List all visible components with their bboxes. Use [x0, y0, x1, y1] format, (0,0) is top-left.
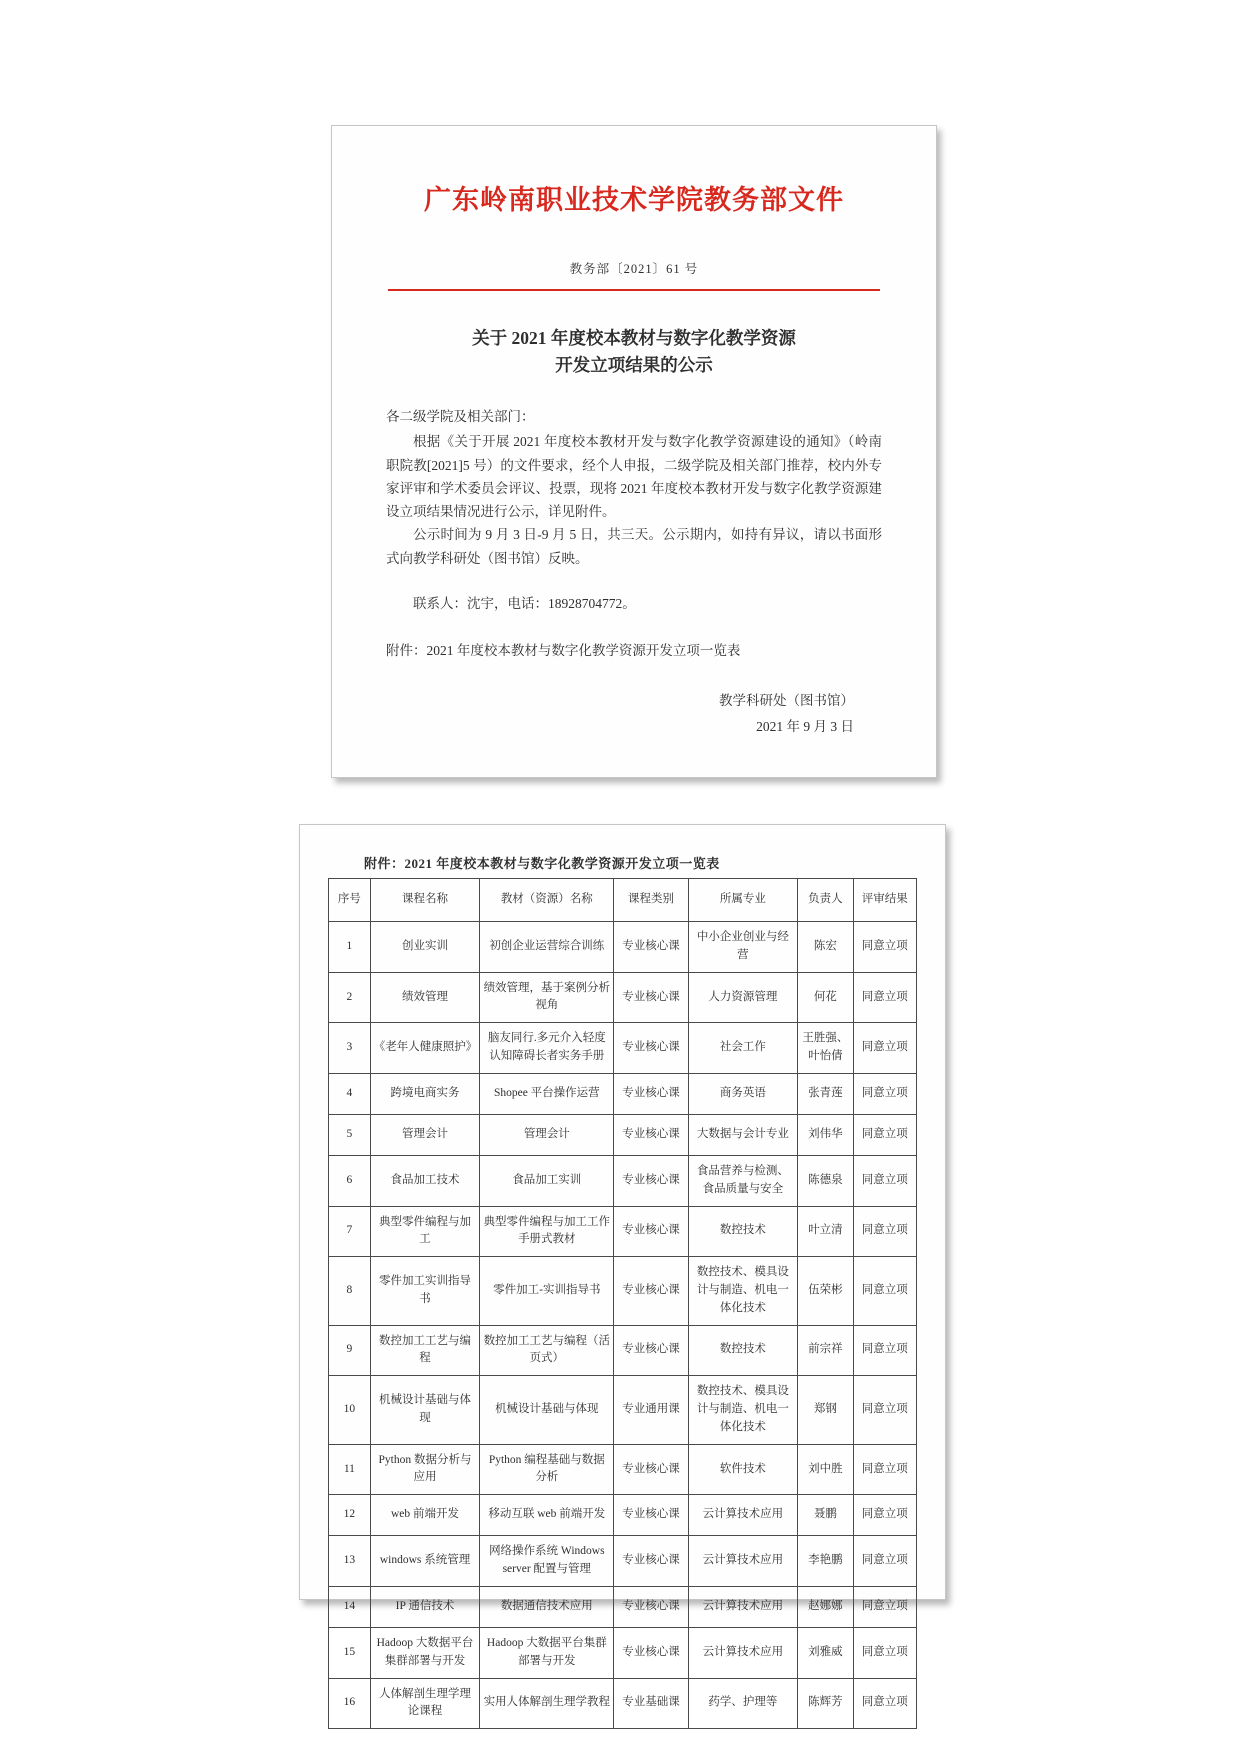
cell-result: 同意立项: [853, 1206, 916, 1257]
cell-seq-no: 12: [329, 1495, 371, 1536]
paragraph-period: 公示时间为 9 月 3 日-9 月 5 日，共三天。公示期内，如持有异议，请以书面形式向教学科研处（图书馆）反映。: [386, 527, 882, 566]
cell-seq-no: 6: [329, 1155, 371, 1206]
header-seq-no: 序号: [329, 879, 371, 922]
cell-leader: 何花: [798, 972, 853, 1023]
cell-major: 云计算技术应用: [688, 1495, 798, 1536]
cell-material: 管理会计: [480, 1114, 614, 1155]
cell-major: 云计算技术应用: [688, 1536, 798, 1587]
cell-course-name: 机械设计基础与体现: [370, 1376, 480, 1444]
cell-course-name: 绩效管理: [370, 972, 480, 1023]
cell-course-type: 专业核心课: [614, 1325, 688, 1376]
cell-result: 同意立项: [853, 1325, 916, 1376]
cell-major: 数控技术、模具设计与制造、机电一体化技术: [688, 1376, 798, 1444]
cell-material: 食品加工实训: [480, 1155, 614, 1206]
cell-major: 药学、护理等: [688, 1678, 798, 1729]
table-row: [329, 1376, 917, 1444]
table-row: [329, 1536, 917, 1587]
cell-course-type: 专业核心课: [614, 1155, 688, 1206]
header-major: 所属专业: [688, 879, 798, 922]
cell-course-type: 专业核心课: [614, 1023, 688, 1074]
cell-major: 数控技术: [688, 1325, 798, 1376]
cell-course-name: IP 通信技术: [370, 1586, 480, 1627]
cell-leader: 李艳鹏: [798, 1536, 853, 1587]
cell-seq-no: 13: [329, 1536, 371, 1587]
cell-major: 人力资源管理: [688, 972, 798, 1023]
cell-course-type: 专业核心课: [614, 972, 688, 1023]
cell-seq-no: 16: [329, 1678, 371, 1729]
table-row: [329, 1023, 917, 1074]
header-material: 教材（资源）名称: [480, 879, 614, 922]
header-course-name: 课程名称: [370, 879, 480, 922]
cell-leader: 张青莲: [798, 1073, 853, 1114]
cell-major: 社会工作: [688, 1023, 798, 1074]
cell-leader: 陈宏: [798, 922, 853, 973]
cell-result: 同意立项: [853, 1627, 916, 1678]
cell-course-type: 专业核心课: [614, 1586, 688, 1627]
header-course-type: 课程类别: [614, 879, 688, 922]
cell-major: 数控技术、模具设计与制造、机电一体化技术: [688, 1257, 798, 1325]
cell-course-type: 专业核心课: [614, 1073, 688, 1114]
cell-course-name: 典型零件编程与加工: [370, 1206, 480, 1257]
table-header-row: [329, 879, 917, 922]
doc-title-line2: 开发立项结果的公示: [555, 355, 713, 376]
cell-seq-no: 3: [329, 1023, 371, 1074]
cell-course-type: 专业核心课: [614, 1114, 688, 1155]
cell-result: 同意立项: [853, 1023, 916, 1074]
cell-leader: 陈德泉: [798, 1155, 853, 1206]
cell-seq-no: 2: [329, 972, 371, 1023]
table-row: [329, 1325, 917, 1376]
table-row: [329, 1627, 917, 1678]
table-row: [329, 1678, 917, 1729]
cell-course-type: 专业基础课: [614, 1678, 688, 1729]
cell-result: 同意立项: [853, 1678, 916, 1729]
cell-course-type: 专业核心课: [614, 1444, 688, 1495]
cell-material: Python 编程基础与数据分析: [480, 1444, 614, 1495]
cell-result: 同意立项: [853, 1495, 916, 1536]
cell-seq-no: 4: [329, 1073, 371, 1114]
cell-course-name: 零件加工实训指导书: [370, 1257, 480, 1325]
attachment-table: [328, 878, 917, 1729]
cell-result: 同意立项: [853, 1257, 916, 1325]
table-row: [329, 1495, 917, 1536]
cell-material: Shopee 平台操作运营: [480, 1073, 614, 1114]
cell-result: 同意立项: [853, 1376, 916, 1444]
cell-course-name: 《老年人健康照护》: [370, 1023, 480, 1074]
cell-major: 云计算技术应用: [688, 1627, 798, 1678]
cell-material: 数据通信技术应用: [480, 1586, 614, 1627]
cell-leader: 王胜强、叶怡倩: [798, 1023, 853, 1074]
cell-course-name: web 前端开发: [370, 1495, 480, 1536]
cell-material: Hadoop 大数据平台集群部署与开发: [480, 1627, 614, 1678]
attachment-page: [299, 824, 946, 1718]
cell-seq-no: 11: [329, 1444, 371, 1495]
cell-course-name: 跨境电商实务: [370, 1073, 480, 1114]
cell-major: 食品营养与检测、食品质量与安全: [688, 1155, 798, 1206]
cell-result: 同意立项: [853, 922, 916, 973]
salutation: 各二级学院及相关部门：: [386, 409, 535, 425]
cell-leader: 陈辉芳: [798, 1678, 853, 1729]
cell-leader: 聂鹏: [798, 1495, 853, 1536]
cell-course-name: 食品加工技术: [370, 1155, 480, 1206]
cell-material: 典型零件编程与加工工作手册式教材: [480, 1206, 614, 1257]
cell-major: 商务英语: [688, 1073, 798, 1114]
cell-major: 云计算技术应用: [688, 1586, 798, 1627]
contact-line: 联系人：沈宇，电话：18928704772。: [413, 595, 636, 611]
cell-course-name: 数控加工工艺与编程: [370, 1325, 480, 1376]
cell-seq-no: 5: [329, 1114, 371, 1155]
cell-material: 机械设计基础与体现: [480, 1376, 614, 1444]
doc-title: [386, 325, 882, 379]
cell-major: 中小企业创业与经营: [688, 922, 798, 973]
cell-material: 初创企业运营综合训练: [480, 922, 614, 973]
table-row: [329, 1155, 917, 1206]
cell-result: 同意立项: [853, 1444, 916, 1495]
cell-course-name: windows 系统管理: [370, 1536, 480, 1587]
cell-leader: 刘中胜: [798, 1444, 853, 1495]
header-result: 评审结果: [853, 879, 916, 922]
cell-leader: 叶立清: [798, 1206, 853, 1257]
org-header: 广东岭南职业技术学院教务部文件: [424, 185, 844, 215]
cell-leader: 伍荣彬: [798, 1257, 853, 1325]
table-row: [329, 1114, 917, 1155]
cell-major: 软件技术: [688, 1444, 798, 1495]
cell-result: 同意立项: [853, 972, 916, 1023]
doc-number: 教务部〔2021〕61 号: [569, 262, 699, 276]
cell-major: 数控技术: [688, 1206, 798, 1257]
cell-course-name: 管理会计: [370, 1114, 480, 1155]
cell-course-type: 专业核心课: [614, 1536, 688, 1587]
table-row: [329, 1257, 917, 1325]
cell-major: 大数据与会计专业: [688, 1114, 798, 1155]
cell-seq-no: 7: [329, 1206, 371, 1257]
cell-leader: 前宗祥: [798, 1325, 853, 1376]
cell-seq-no: 14: [329, 1586, 371, 1627]
cell-course-name: Hadoop 大数据平台集群部署与开发: [370, 1627, 480, 1678]
cell-result: 同意立项: [853, 1155, 916, 1206]
cell-seq-no: 15: [329, 1627, 371, 1678]
cell-course-name: 创业实训: [370, 922, 480, 973]
cell-material: 网络操作系统 Windows server 配置与管理: [480, 1536, 614, 1587]
cell-material: 绩效管理，基于案例分析视角: [480, 972, 614, 1023]
cell-material: 实用人体解剖生理学教程: [480, 1678, 614, 1729]
cell-material: 脑友同行.多元介入轻度认知障碍长者实务手册: [480, 1023, 614, 1074]
cell-material: 数控加工工艺与编程（活页式）: [480, 1325, 614, 1376]
cell-course-type: 专业核心课: [614, 1206, 688, 1257]
table-row: [329, 1586, 917, 1627]
table-row: [329, 972, 917, 1023]
cell-result: 同意立项: [853, 1586, 916, 1627]
cell-course-type: 专业核心课: [614, 1627, 688, 1678]
signature-date: 2021 年 9 月 3 日: [756, 718, 854, 734]
cell-result: 同意立项: [853, 1114, 916, 1155]
table-body: [329, 922, 917, 1729]
cell-seq-no: 9: [329, 1325, 371, 1376]
cell-result: 同意立项: [853, 1073, 916, 1114]
signer-department: 教学科研处（图书馆）: [719, 693, 854, 709]
cell-leader: 郑钢: [798, 1376, 853, 1444]
cell-leader: 刘雅威: [798, 1627, 853, 1678]
doc-title-line1: 关于 2021 年度校本教材与数字化教学资源: [472, 328, 796, 348]
red-divider: [388, 289, 880, 291]
cell-course-type: 专业核心课: [614, 922, 688, 973]
cell-course-type: 专业通用课: [614, 1376, 688, 1444]
table-row: [329, 1073, 917, 1114]
attachment-table-title: 附件：2021 年度校本教材与数字化教学资源开发立项一览表: [364, 856, 720, 871]
cell-seq-no: 8: [329, 1257, 371, 1325]
cell-seq-no: 1: [329, 922, 371, 973]
notice-page: [331, 125, 937, 778]
cell-material: 移动互联 web 前端开发: [480, 1495, 614, 1536]
signature-block: [386, 688, 882, 739]
cell-leader: 刘伟华: [798, 1114, 853, 1155]
cell-result: 同意立项: [853, 1536, 916, 1587]
table-row: [329, 922, 917, 973]
cell-course-name: Python 数据分析与应用: [370, 1444, 480, 1495]
cell-material: 零件加工-实训指导书: [480, 1257, 614, 1325]
cell-leader: 赵娜娜: [798, 1586, 853, 1627]
attachment-note: 附件：2021 年度校本教材与数字化教学资源开发立项一览表: [386, 643, 741, 658]
cell-seq-no: 10: [329, 1376, 371, 1444]
cell-course-type: 专业核心课: [614, 1495, 688, 1536]
table-row: [329, 1444, 917, 1495]
cell-course-type: 专业核心课: [614, 1257, 688, 1325]
header-leader: 负责人: [798, 879, 853, 922]
paragraph-basis: 根据《关于开展 2021 年度校本教材开发与数字化教学资源建设的通知》（岭南职院教[2021]5 号）的文件要求，经个人申报，二级学院及相关部门推荐，校内外专家评审和学术委员会评议、投票，现将 2021 年度校本教材开发与数字化教学资源建设立项结果情况进行公示，详见附件。: [386, 434, 882, 520]
cell-course-name: 人体解剖生理学理论课程: [370, 1678, 480, 1729]
table-row: [329, 1206, 917, 1257]
